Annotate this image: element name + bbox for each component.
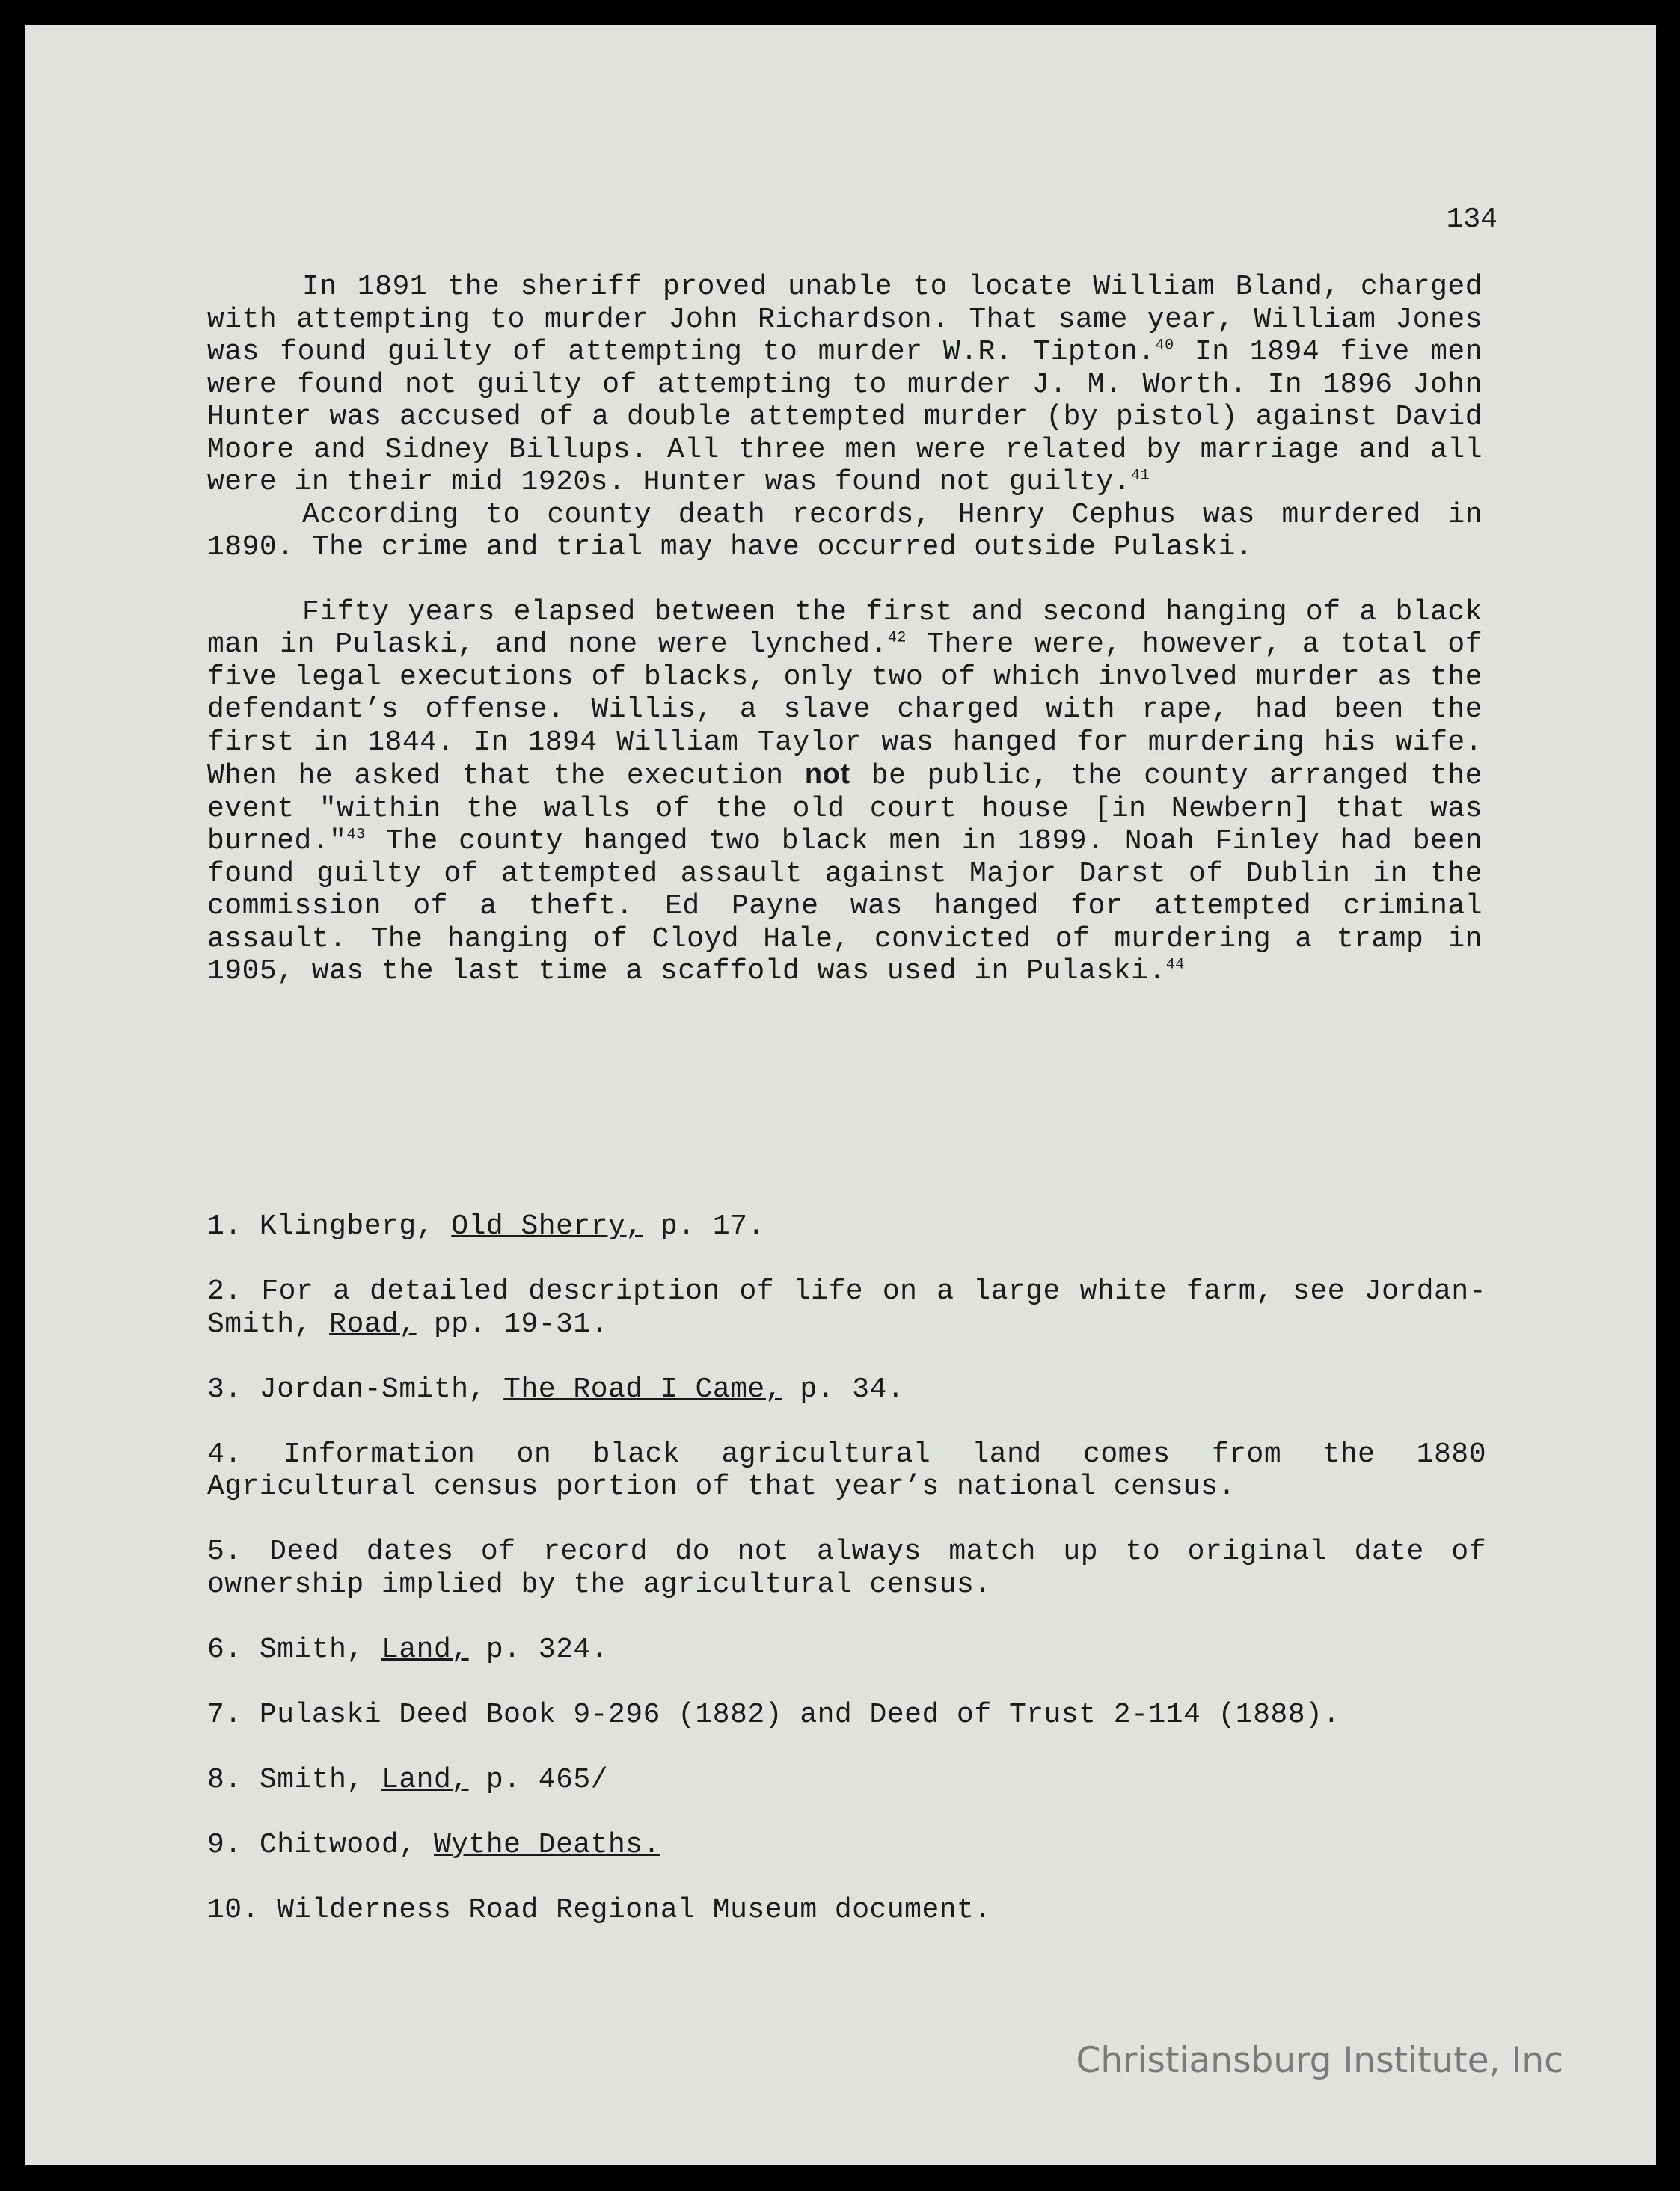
- footnote-ref-41: 41: [1131, 467, 1150, 485]
- footnote-6-title: Land,: [381, 1633, 469, 1666]
- footnote-5: 5. Deed dates of record do not always match up to original date of ownership implied by the agricultural census.: [207, 1536, 1486, 1601]
- paragraph-1: [207, 271, 1483, 499]
- footnote-ref-43: 43: [346, 826, 366, 844]
- footnote-8-text: 8. Smith,: [207, 1763, 382, 1796]
- footnote-6-page: p. 324.: [468, 1633, 609, 1666]
- footnote-8-page: p. 465/: [468, 1763, 609, 1796]
- body-text: [207, 271, 1483, 988]
- paragraph-3-text-b: There were, however, a total of five legal executions of blacks, only two of which involved murder as the defendant’s offense. Willis, a slave charged with rape, had been the first in 1844. In 1894 William Taylor was hanged for murdering his wife. When he asked that the execution: [207, 628, 1483, 792]
- footnote-3: [207, 1373, 1486, 1406]
- footnote-2-text: 2. For a detailed description of life on a large white farm, see Jordan-Smith,: [207, 1275, 1486, 1340]
- footnote-1: [207, 1210, 1486, 1243]
- footnote-9-text: 9. Chitwood,: [207, 1828, 434, 1861]
- footnote-6-text: 6. Smith,: [207, 1633, 382, 1666]
- footnote-6: [207, 1634, 1486, 1667]
- footnote-8: [207, 1764, 1486, 1797]
- page-number: 134: [1446, 203, 1497, 236]
- paragraph-3: [207, 596, 1483, 988]
- footnote-1-page: p. 17.: [643, 1210, 765, 1242]
- paragraph-1-text-b: In 1894 five men were found not guilty of attempting to murder J. M. Worth. In 1896 John Hunter was accused of a double attempted murder (by pistol) against David Moore and Sidney Billups. All three men were related by marriage and all were in their mid 1920s. Hunter was found not guilty.: [207, 336, 1483, 498]
- footnote-3-page: p. 34.: [782, 1373, 905, 1406]
- footnote-3-title: The Road I Came,: [503, 1373, 783, 1406]
- footnote-9-title: Wythe Deaths.: [433, 1828, 660, 1861]
- footnote-ref-42: 42: [887, 629, 907, 647]
- paragraph-3-text-c: be public, the county arranged the event "within the walls of the old court house [in Newbern] that was burned.": [207, 760, 1483, 857]
- footnote-ref-40: 40: [1155, 337, 1174, 355]
- footnote-1-title: Old Sherry,: [451, 1210, 643, 1242]
- footnote-9: [207, 1829, 1486, 1862]
- footnote-4: 4. Information on black agricultural land comes from the 1880 Agricultural census portion of that year’s national census.: [207, 1438, 1486, 1503]
- footnote-8-title: Land,: [381, 1763, 469, 1796]
- footnotes-list: [207, 1210, 1486, 1959]
- paragraph-3-text-d: The county hanged two black men in 1899. Noah Finley had been found guilty of attempted assault against Major Darst of Dublin in the commission of a theft. Ed Payne was hanged for attempted criminal assault. The hanging of Cloyd Hale, convicted of murdering a tramp in 1905, was the last time a scaffold was used in Pulaski.: [207, 825, 1483, 987]
- watermark: Christiansburg Institute, Inc: [1076, 2040, 1563, 2081]
- paragraph-1-text-a: In 1891 the sheriff proved unable to locate William Bland, charged with attempting to murder John Richardson. That same year, William Jones was found guilty of attempting to murder W.R. Tipton.: [207, 271, 1483, 368]
- paragraph-3-text-a: Fifty years elapsed between the first and second hanging of a black man in Pulaski, and none were lynched.: [207, 595, 1483, 661]
- footnote-2: [207, 1275, 1486, 1340]
- footnote-7: 7. Pulaski Deed Book 9-296 (1882) and Deed of Trust 2-114 (1888).: [207, 1698, 1340, 1731]
- footnote-2-page: pp. 19-31.: [416, 1308, 609, 1340]
- footnote-ref-44: 44: [1165, 956, 1185, 974]
- paragraph-2: According to county death records, Henry Cephus was murdered in 1890. The crime and trial may have occurred outside Pulaski.: [207, 498, 1483, 563]
- footnote-3-text: 3. Jordan-Smith,: [207, 1373, 504, 1406]
- footnote-10: 10. Wilderness Road Regional Museum document.: [207, 1893, 992, 1926]
- document-page: [25, 25, 1656, 2165]
- footnote-2-title: Road,: [329, 1308, 417, 1340]
- paragraph-3-bold-word: not: [804, 759, 850, 790]
- footnote-1-text: 1. Klingberg,: [207, 1210, 452, 1242]
